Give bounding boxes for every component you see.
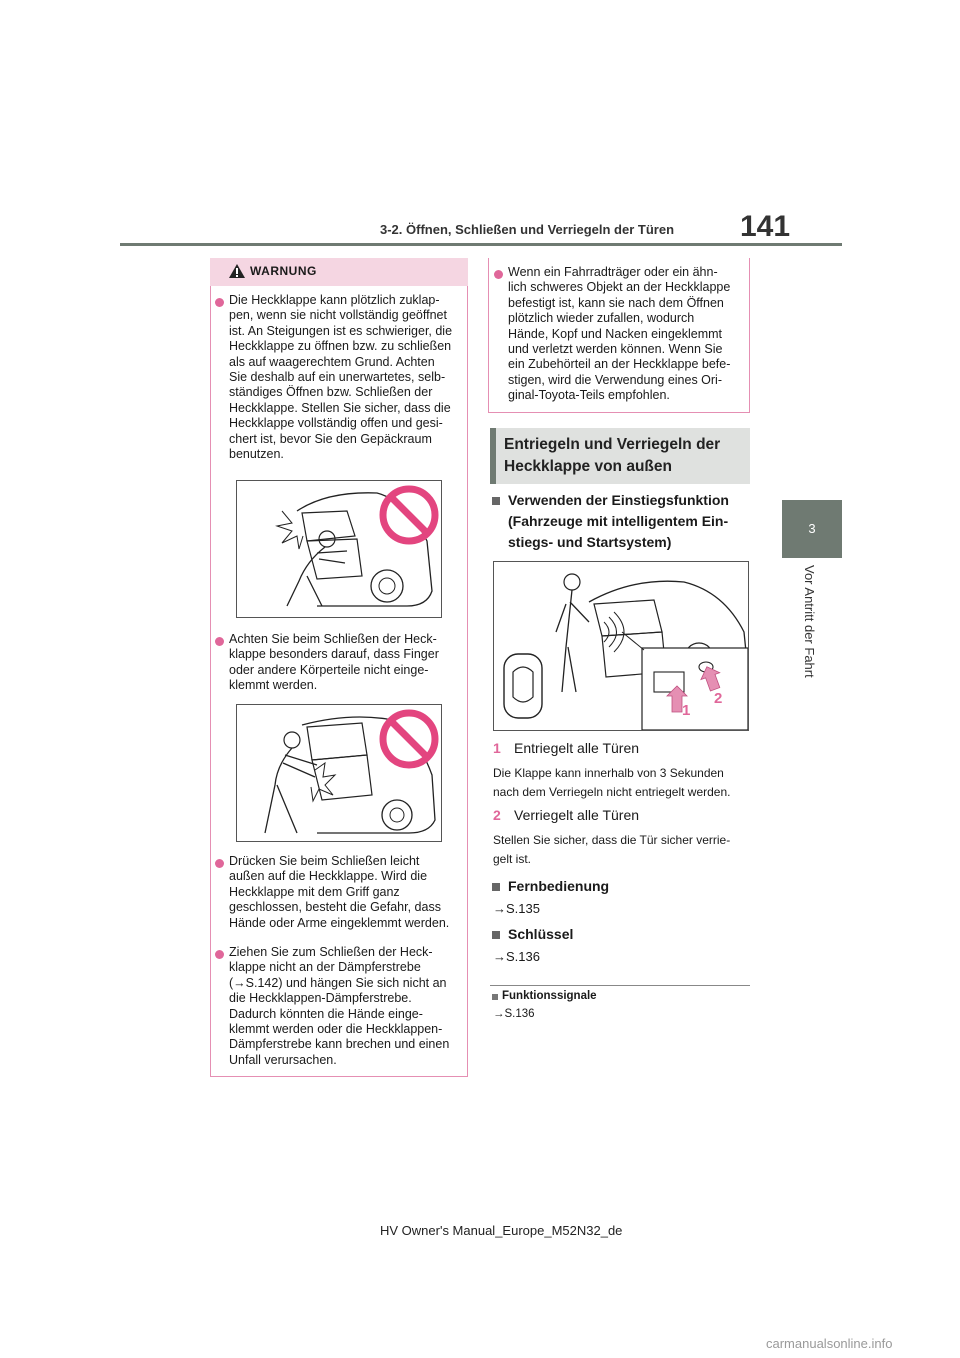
- figure-smart-entry: [493, 561, 749, 731]
- square-bullet-icon: [492, 931, 500, 939]
- warning-item-2: Achten Sie beim Schließen der Heck- klappe besonders darauf, dass Finger oder andere Körperteile nicht einge- klemmt werden.: [229, 632, 439, 693]
- bullet-icon: [494, 270, 503, 279]
- subheading-entry-function: Verwenden der Einstiegsfunktion (Fahrzeuge mit intelligentem Ein-stiegs- und Startsystem): [508, 492, 729, 550]
- square-bullet-icon: [492, 883, 500, 891]
- info-reference[interactable]: →S.136: [493, 1008, 535, 1020]
- bullet-icon: [215, 637, 224, 646]
- footer-manual-id: HV Owner's Manual_Europe_M52N32_de: [380, 1223, 623, 1238]
- warning-header: [210, 258, 468, 286]
- callout-2: 2: [714, 690, 723, 707]
- warning-title: WARNUNG: [250, 264, 317, 278]
- subheading-remote: Fernbedienung: [508, 878, 610, 894]
- step-1-note: Die Klappe kann innerhalb von 3 Sekunden nach dem Verriegeln nicht entriegelt werden.: [493, 766, 731, 799]
- section-title: Entriegeln und Verriegeln der Heckklappe von außen: [504, 436, 721, 475]
- page-number: 141: [740, 210, 791, 243]
- step-1-number: 1: [493, 740, 501, 756]
- small-square-icon: [492, 994, 498, 1000]
- figure-tailgate-closing: [236, 704, 442, 842]
- warning-item-4: Ziehen Sie zum Schließen der Heck- klappe nicht an der Dämpferstrebe (→S.142) und hängen Sie sich nicht an die Heckklappen-Dämpferstrebe. Dadurch könnten die Hände einge- klemmt werden oder die Heckklappen- Dämpferstrebe kann brechen und einen Unfall verursachen.: [229, 945, 450, 1067]
- warning-item-5: Wenn ein Fahrradträger oder ein ähn- lich schweres Objekt an der Heckklappe befestigt ist, kann sie nach dem Öffnen plötzlich wieder zufallen, wodurch Hände, Kopf und Nacken eingeklemmt und verletzt werden können. Wenn Sie ein Zubehörteil an der Heckklappe befe- stigen, wird die Verwendung eines Ori- ginal-Toyota-Teils empfohlen.: [508, 265, 731, 403]
- header-rule: [120, 243, 842, 246]
- warning-item-3: Drücken Sie beim Schließen leicht außen auf die Heckklappe. Wird die Heckklappe mit dem Griff ganz geschlossen, besteht die Gefahr, dass Hände oder Arme eingeklemmt werden.: [229, 854, 450, 930]
- bullet-icon: [215, 859, 224, 868]
- callout-1: 1: [682, 702, 691, 719]
- step-2-text: Verriegelt alle Türen: [514, 807, 640, 823]
- bullet-icon: [215, 950, 224, 959]
- subheading-key: Schlüssel: [508, 926, 574, 942]
- step-2-note: Stellen Sie sicher, dass die Tür sicher verrie-gelt ist.: [493, 833, 731, 866]
- warning-triangle-icon: [228, 263, 246, 279]
- figure-tailgate-opening: [236, 480, 442, 618]
- step-2-number: 2: [493, 807, 501, 823]
- watermark: carmanualsonline.info: [766, 1336, 893, 1351]
- bullet-icon: [215, 298, 224, 307]
- reference-link-key[interactable]: →S.136: [493, 949, 540, 964]
- reference-link-remote[interactable]: →S.135: [493, 901, 540, 916]
- section-header-title: 3-2. Öffnen, Schließen und Verriegeln der Türen: [380, 222, 675, 237]
- info-rule: [490, 985, 750, 986]
- chapter-label: Vor Antritt der Fahrt: [802, 565, 817, 678]
- square-bullet-icon: [492, 497, 500, 505]
- info-title: Funktionssignale: [502, 990, 597, 1002]
- step-1-text: Entriegelt alle Türen: [514, 740, 640, 756]
- section-heading-bar: [490, 428, 496, 484]
- warning-item-1: Die Heckklappe kann plötzlich zuklap- pen, wenn sie nicht vollständig geöffnet ist. An Steigungen ist es schwieriger, die Heckklappe zu öffnen bzw. zu schließen als auf waagerechtem Grund. Achten Sie deshalb auf ein unerwartetes, selb- ständiges Öffnen bzw. Schließen der Heckklappe. Stellen Sie sicher, dass die Heckklappe vollständig offen und gesi- chert ist, bevor Sie den Gepäckraum benutzen.: [229, 293, 453, 462]
- chapter-tab[interactable]: 3: [782, 500, 842, 558]
